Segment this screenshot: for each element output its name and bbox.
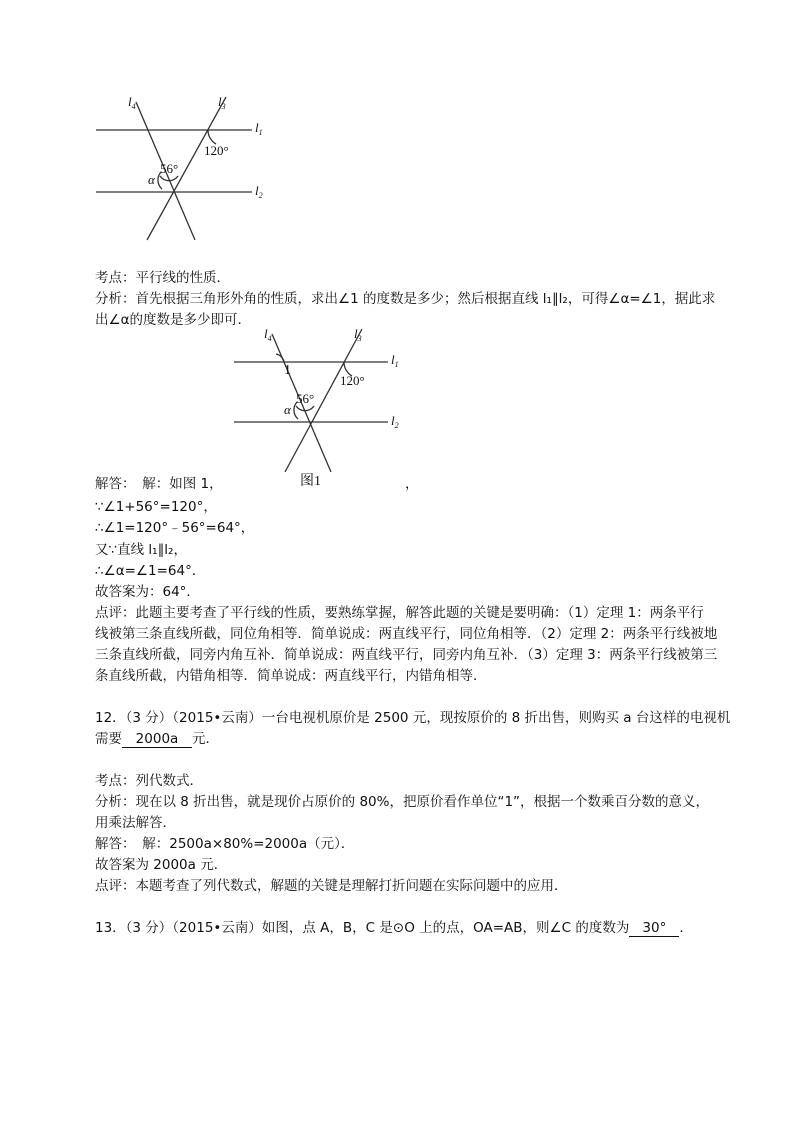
dianping-q11-line3: 三条直线所截，同旁内角互补．简单说成：两直线平行，同旁内角互补．（3）定理 3：两条平行线被第三 — [95, 647, 718, 663]
q12-answer-blank: 2000a — [122, 731, 192, 748]
fenxi-q12-line2: 用乘法解答． — [95, 815, 176, 831]
label-l3: $l_3$ — [354, 326, 362, 343]
label-56: 56° — [160, 161, 179, 176]
label-alpha: α — [148, 172, 155, 187]
label-l1: $l_1$ — [391, 352, 399, 369]
kaodian-q12: 考点：列代数式． — [95, 773, 203, 789]
jieda-q11-line5: ∴∠α=∠1=64°． — [95, 563, 206, 579]
label-l3: $l_3$ — [218, 94, 226, 111]
figure-parallel-lines-1 — [90, 92, 275, 244]
kaodian-q11: 考点：平行线的性质． — [95, 270, 230, 286]
fenxi-q11-line1: 分析：首先根据三角形外角的性质，求出∠1 的度数是多少；然后根据直线 l₁∥l₂，可得∠α=∠1，据此求 — [95, 291, 716, 307]
label-120: 120° — [340, 373, 365, 388]
jieda-q11-line1b: ， — [405, 476, 419, 492]
label-angle-1: 1 — [284, 363, 291, 378]
q12-stem-line2 — [95, 729, 219, 749]
jieda-q11-line4: 又∵直线 l₁∥l₂， — [95, 542, 187, 558]
answer-q12: 故答案为 2000a 元． — [95, 857, 228, 873]
label-56: 56° — [296, 391, 315, 406]
dianping-q11-line4: 条直线所截，内错角相等．简单说成：两直线平行，内错角相等． — [95, 668, 487, 684]
figure-parallel-lines-2 — [228, 324, 413, 474]
jieda-q11-line1a: 解答： 解：如图 1， — [95, 476, 223, 492]
label-l1: $l_1$ — [255, 120, 263, 137]
q13-stem — [95, 918, 693, 938]
figure2-caption: 图1 — [300, 474, 321, 489]
label-alpha: α — [284, 402, 291, 417]
dianping-q12: 点评：本题考查了列代数式，解题的关键是理解打折问题在实际问题中的应用． — [95, 878, 568, 894]
label-l2: $l_2$ — [255, 183, 263, 200]
arc-120 — [208, 130, 216, 144]
answer-q11: 故答案为：64°． — [95, 584, 200, 600]
q13-stem-text: 13．（3 分）（2015•云南）如图，点 A，B，C 是⊙O 上的点，OA=AB，则∠C 的度数为 — [95, 920, 630, 936]
label-l4: $l_4$ — [264, 326, 272, 343]
q13-stem-end: ． — [679, 920, 693, 936]
q12-stem-prefix: 需要 — [95, 731, 122, 747]
label-l2: $l_2$ — [391, 413, 399, 430]
jieda-q11-line2: ∵∠1+56°=120°， — [95, 499, 217, 515]
dianping-q11-line1: 点评：此题主要考查了平行线的性质，要熟练掌握，解答此题的关键是要明确：（1）定理 1：两条平行 — [95, 605, 704, 621]
jieda-q11-line3: ∴∠1=120°﹣56°=64°， — [95, 520, 255, 536]
q12-stem-line1: 12．（3 分）（2015•云南）一台电视机原价是 2500 元，现按原价的 8 折出售，则购买 a 台这样的电视机 — [95, 710, 731, 726]
q13-answer-blank: 30° — [629, 920, 679, 937]
fenxi-q12-line1: 分析：现在以 8 折出售，就是现价占原价的 80%，把原价看作单位“1”，根据一个数乘百分数的意义， — [95, 794, 710, 810]
q12-stem-suffix: 元． — [192, 731, 219, 747]
label-120: 120° — [204, 143, 229, 158]
dianping-q11-line2: 线被第三条直线所截，同位角相等．简单说成：两直线平行，同位角相等．（2）定理 2：两条平行线被地 — [95, 626, 718, 642]
jieda-q12: 解答： 解：2500a×80%=2000a（元）． — [95, 836, 355, 852]
label-l4: $l_4$ — [128, 94, 136, 111]
fenxi-q11-line2: 出∠α的度数是多少即可． — [95, 312, 252, 328]
